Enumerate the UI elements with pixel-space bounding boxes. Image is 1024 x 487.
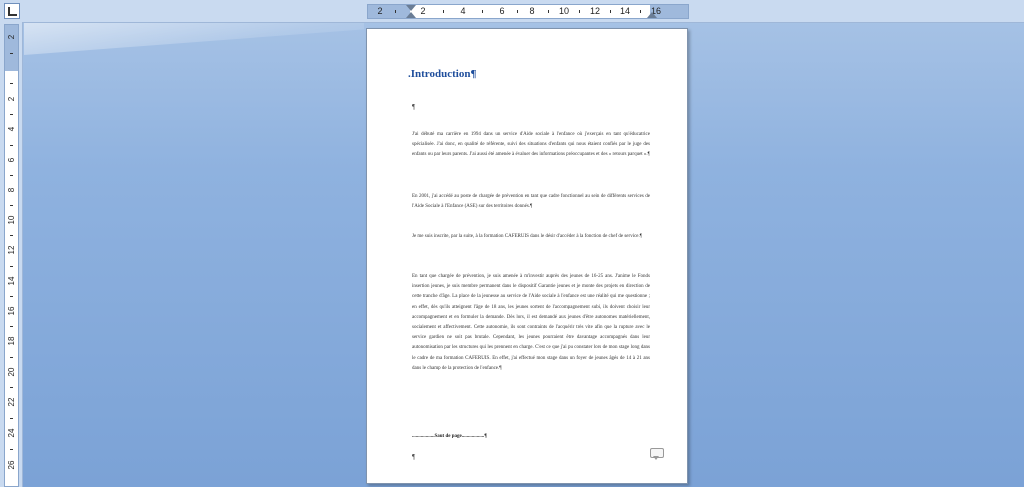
ruler-tick [10, 145, 13, 146]
paragraph[interactable]: En tant que chargée de prévention, je suis amenée à m'investir auprès des jeunes de 16-25 ans. J'anime le Fonds insertion jeunes, je suis membre permanent dans le dispositif Garantie jeunes et je monte des projets en direction de cette tranche d'âge. La place de la jeunesse au service de l'Aide sociale à l'enfance est une réalité qui me questionne ; en effet, dès qu'ils atteignent l'âge de 18 ans, les jeunes sortent de l'accompagnement subi, ils doivent choisir leur accompagnement et en formuler la demande. Dès lors, il est demandé aux jeunes d'être autonomes matériellement, socialement et affectivement. Cette autonomie, ils sont contraints de l'acquérir très vite afin que la rupture avec le service gardien ne soit pas brutale. Cependant, les jeunes pourraient être davantage accompagnés dans leur autonomisation par les structures qui les prennent en charge. C'est ce que j'ai pu constater lors de mon stage long dans le cadre de ma formation CAFERUIS. En effet, j'ai effectué mon stage dans un foyer de jeunes âgés de 14 à 21 ans dans le champ de la protection de l'enfance.¶ [412, 274, 650, 371]
ruler-label: 4 [7, 126, 16, 132]
comment-icon[interactable] [650, 448, 664, 458]
ruler-label: 8 [529, 6, 535, 16]
first-line-indent-marker[interactable] [406, 5, 416, 11]
ruler-tick [10, 266, 13, 267]
ruler-bar [0, 0, 1024, 23]
right-indent-marker[interactable] [647, 12, 657, 18]
ruler-label: 6 [7, 157, 16, 163]
document-heading[interactable]: .Introduction¶ [408, 68, 477, 80]
ruler-tick [640, 10, 641, 13]
ruler-tick [395, 10, 396, 13]
ruler-tick [10, 83, 13, 84]
ruler-label: 22 [7, 397, 16, 407]
paragraph[interactable]: J'ai débuté ma carrière en 1994 dans un service d'Aide sociale à l'enfance où j'exerçais en tant qu'éducatrice spécialisée. J'ai donc, en qualité de référente, suivi des situations d'enfants qui nous étaient confiés par le juge des enfants ou par leurs parents. J'ai aussi été amenée à évaluer des informations préoccupantes et des « retours parquet ».¶ [412, 132, 650, 158]
ruler-tick [610, 10, 611, 13]
left-tab-icon [8, 7, 17, 16]
horizontal-ruler[interactable] [367, 4, 689, 19]
empty-paragraph-mark: ¶ [412, 103, 416, 111]
background-highlight [24, 23, 364, 55]
paragraph[interactable]: Je me suis inscrite, par la suite, à la formation CAFERUIS dans le désir d'accéder à la fonction de chef de service.¶ [412, 234, 643, 239]
ruler-tick [517, 10, 518, 13]
ruler-label: 18 [7, 336, 16, 346]
ruler-label: 12 [7, 245, 16, 255]
document-page[interactable] [366, 28, 688, 484]
ruler-label: 20 [7, 367, 16, 377]
ruler-label: 6 [499, 6, 505, 16]
ruler-label: 26 [7, 460, 16, 470]
ruler-label: 10 [7, 215, 16, 225]
ruler-tick [579, 10, 580, 13]
page-break: ..................Saut de page..................¶ [412, 434, 487, 439]
ruler-label: 2 [420, 6, 426, 16]
ruler-tick [10, 205, 13, 206]
ruler-tick [10, 418, 13, 419]
ruler-tick [10, 296, 13, 297]
empty-paragraph-mark: ¶ [412, 453, 416, 461]
ruler-tick [443, 10, 444, 13]
ruler-label: 2 [7, 96, 16, 102]
tab-selector-button[interactable] [4, 3, 20, 19]
ruler-label: 24 [7, 428, 16, 438]
ruler-label: 4 [460, 6, 466, 16]
paragraph[interactable]: En 2001, j'ai accédé au poste de chargée de prévention en tant que cadre fonctionnel au sein de différents services de l'Aide Sociale à l'Enfance (ASE) sur des territoires donnés.¶ [412, 194, 650, 210]
ruler-tick [10, 326, 13, 327]
hanging-indent-marker[interactable] [406, 12, 416, 18]
ruler-tick [548, 10, 549, 13]
ruler-label: 14 [7, 276, 16, 286]
ruler-left-margin [368, 5, 410, 18]
ruler-label: 8 [7, 187, 16, 193]
ruler-label: 2 [7, 34, 16, 40]
ruler-label: 16 [650, 6, 662, 16]
ruler-tick [10, 114, 13, 115]
ruler-label: 14 [619, 6, 631, 16]
vertical-ruler[interactable] [4, 24, 19, 487]
ruler-tick [10, 53, 13, 54]
ruler-tick [10, 449, 13, 450]
ruler-tick [10, 175, 13, 176]
ruler-tick [10, 357, 13, 358]
ruler-tick [10, 387, 13, 388]
ruler-label: 2 [377, 6, 383, 16]
ruler-label: 10 [558, 6, 570, 16]
ruler-label: 12 [589, 6, 601, 16]
ruler-tick [482, 10, 483, 13]
ruler-label: 16 [7, 306, 16, 316]
ruler-tick [10, 235, 13, 236]
